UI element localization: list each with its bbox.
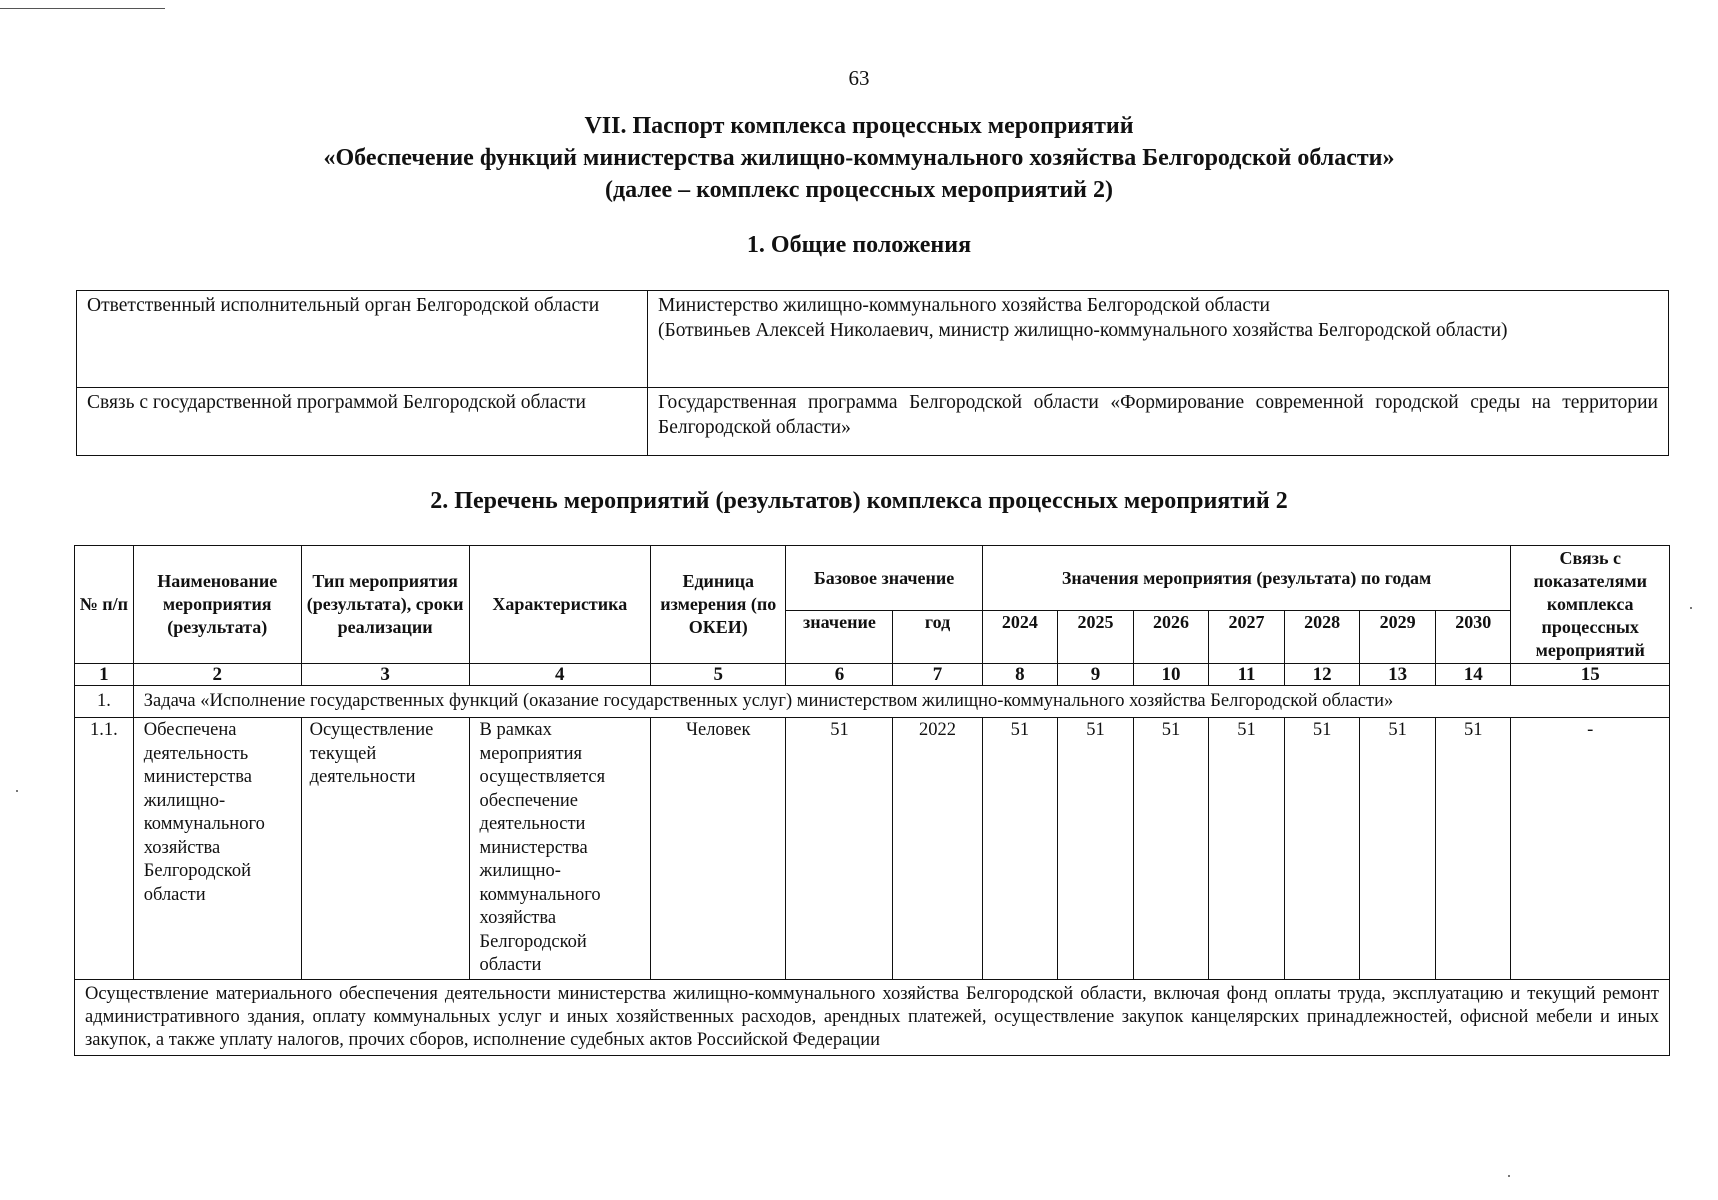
events-table: [74, 545, 1670, 1056]
item-year-value: 51: [1284, 718, 1360, 980]
item-year-value: 51: [1058, 718, 1134, 980]
column-number: 3: [301, 664, 469, 686]
col-header-year: 2024: [982, 611, 1058, 664]
table-row: [75, 718, 1670, 980]
column-number: 11: [1209, 664, 1285, 686]
task-row: [75, 686, 1670, 718]
column-numbers-row: [75, 664, 1670, 686]
column-number: 1: [75, 664, 134, 686]
item-year-value: 51: [982, 718, 1058, 980]
col-header-year: 2027: [1209, 611, 1285, 664]
col-header-base-value: значение: [786, 611, 893, 664]
item-description: Осуществление материального обеспечения деятельности министерства жилищно-коммунального хозяйства Белгородской области, включая фонд оплаты труда, эксплуатацию и текущий ремонт административного здания, оплату коммунальных услуг и иных хозяйственных расходов, арендных платежей, осуществление закупок канцелярских принадлежностей, офисной мебели и иных закупок, а также уплату налогов, прочих сборов, исполнение судебных актов Российской Федерации: [75, 979, 1670, 1055]
col-header-year: 2030: [1435, 611, 1511, 664]
section-1-heading: 1. Общие положения: [746, 232, 972, 258]
column-number: 6: [786, 664, 893, 686]
page-number: 63: [848, 66, 870, 90]
col-header-base: Базовое значение: [786, 546, 982, 611]
col-header-year: 2025: [1058, 611, 1134, 664]
scan-speck: [1690, 607, 1692, 609]
column-number: 7: [893, 664, 982, 686]
col-header-num: № п/п: [75, 546, 134, 664]
item-unit: Человек: [651, 718, 786, 980]
title-line-3: (далее – комплекс процессных мероприятий 2): [605, 177, 1113, 203]
col-header-characteristic: Характеристика: [469, 546, 651, 664]
column-number: 2: [133, 664, 301, 686]
section-2-heading: 2. Перечень мероприятий (результатов) комплекса процессных мероприятий 2: [430, 488, 1288, 514]
column-number: 12: [1284, 664, 1360, 686]
column-number: 8: [982, 664, 1058, 686]
task-text: Задача «Исполнение государственных функций (оказание государственных услуг) министерством жилищно-коммунального хозяйства Белгородской области»: [133, 686, 1669, 718]
column-number: 4: [469, 664, 651, 686]
document-title: [0, 110, 1718, 206]
column-number: 15: [1511, 664, 1670, 686]
responsible-ministry: Министерство жилищно-коммунального хозяйства Белгородской области: [658, 295, 1270, 316]
col-header-by-years: Значения мероприятия (результата) по годам: [982, 546, 1511, 611]
col-header-link: Связь с показателями комплекса процессных мероприятий: [1511, 546, 1670, 664]
item-year-value: 51: [1360, 718, 1436, 980]
scan-speck: [1508, 1175, 1510, 1177]
col-header-name: Наименование мероприятия (результата): [133, 546, 301, 664]
header-row: [75, 546, 1670, 611]
col-header-unit: Единица измерения (по ОКЕИ): [651, 546, 786, 664]
table-row: [77, 291, 1669, 388]
program-link-value: Государственная программа Белгородской области «Формирование современной городской среды на территории Белгородской области»: [648, 388, 1669, 456]
item-characteristic: В рамках мероприятия осуществляется обеспечение деятельности министерства жилищно-коммунального хозяйства Белгородской области: [469, 718, 651, 980]
task-num: 1.: [75, 686, 134, 718]
responsible-value: [648, 291, 1669, 388]
scan-speck: [16, 790, 18, 792]
title-line-1: VII. Паспорт комплекса процессных мероприятий: [584, 113, 1134, 139]
col-header-type: Тип мероприятия (результата), сроки реализации: [301, 546, 469, 664]
item-base-year: 2022: [893, 718, 982, 980]
item-base-value: 51: [786, 718, 893, 980]
column-number: 5: [651, 664, 786, 686]
program-link-label: Связь с государственной программой Белгородской области: [77, 388, 648, 456]
general-provisions-table: [76, 290, 1669, 456]
item-year-value: 51: [1435, 718, 1511, 980]
item-link: -: [1511, 718, 1670, 980]
col-header-year: 2029: [1360, 611, 1436, 664]
table-row: [77, 388, 1669, 456]
title-line-2: «Обеспечение функций министерства жилищно-коммунального хозяйства Белгородской области»: [323, 145, 1395, 171]
responsible-minister: (Ботвиньев Алексей Николаевич, министр жилищно-коммунального хозяйства Белгородской области): [658, 320, 1508, 341]
column-number: 14: [1435, 664, 1511, 686]
col-header-year: 2028: [1284, 611, 1360, 664]
top-rule: [0, 8, 165, 9]
item-name: Обеспечена деятельность министерства жилищно-коммунального хозяйства Белгородской области: [133, 718, 301, 980]
col-header-base-year: год: [893, 611, 982, 664]
item-num: 1.1.: [75, 718, 134, 980]
column-number: 13: [1360, 664, 1436, 686]
column-number: 9: [1058, 664, 1134, 686]
col-header-year: 2026: [1133, 611, 1209, 664]
item-year-value: 51: [1209, 718, 1285, 980]
item-year-value: 51: [1133, 718, 1209, 980]
item-type: Осуществление текущей деятельности: [301, 718, 469, 980]
column-number: 10: [1133, 664, 1209, 686]
description-row: [75, 979, 1670, 1055]
responsible-label: Ответственный исполнительный орган Белгородской области: [77, 291, 648, 388]
